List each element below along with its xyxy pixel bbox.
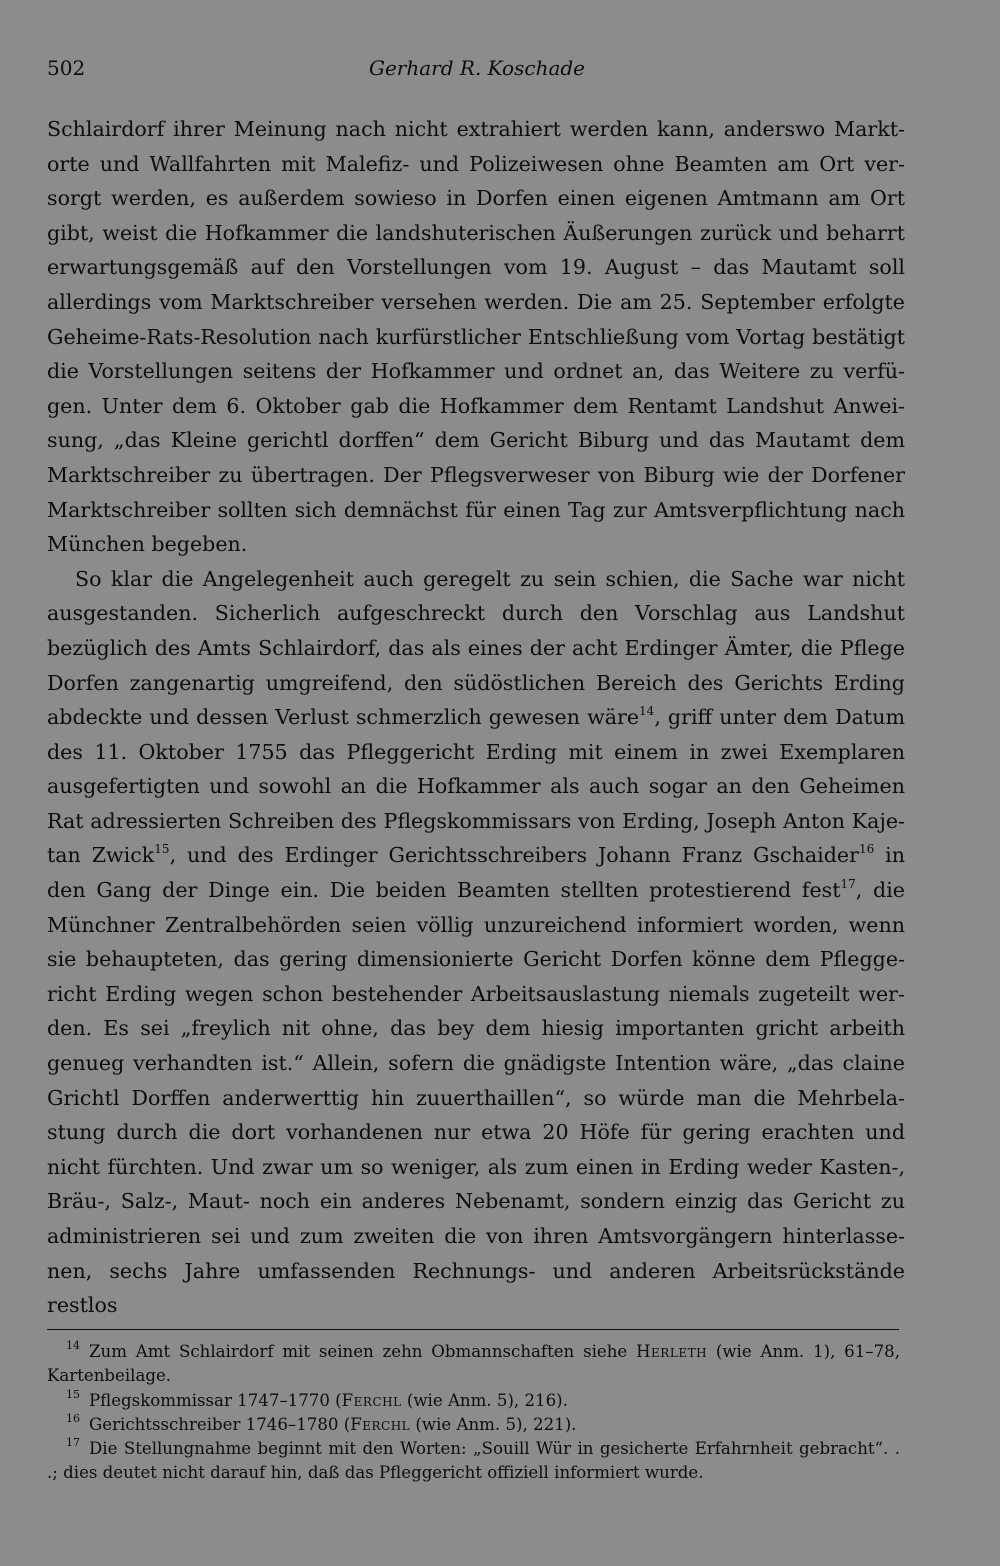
footnote-author: Herleth: [636, 1342, 708, 1361]
footnote-ref-15[interactable]: 15: [154, 842, 170, 857]
footnote-text: Pflegskommissar 1747–1770 (: [89, 1390, 342, 1410]
paragraph-2-part-b: , griff unter dem Datum des 11. Oktober 1755 das Pfleggericht Erding mit einem in zwei Exemplaren ausgefertigten und sowohl an die Hofkammer als auch sogar an den Geheimen Rat adressierten Schreiben des Pflegskommissars von Erding, Joseph Anton Kajetan Zwick: [47, 705, 905, 868]
footnote-number: 16: [66, 1411, 80, 1425]
page-header: [47, 50, 907, 84]
footnote-author: Ferchl: [341, 1390, 402, 1410]
paragraph-2-part-e: , die Münchner Zentralbehörden seien völlig unzureichend informiert worden, wenn sie behaupteten, das gering dimensionierte Gericht Dorfen könne dem Pfleggericht Erding wegen schon bestehender Arbeitsauslastung niemals zugeteilt werden. Es sei „freylich nit ohne, das bey dem hiesig importanten gricht arbeith genueg verhandten ist.“ Allein, sofern die gnädigste Intention wäre, „das claine Grichtl Dorffen anderwerttig hin zuuerthaillen“, so würde man die Mehrbelastung durch die dort vorhandenen nur etwa 20 Höfe für gering erachten und nicht fürchten. Und zwar um so weniger, als zum einen in Erding weder Kasten-, Bräu-, Salz-, Maut- noch ein anderes Nebenamt, sondern einzig das Gericht zu administrieren sei und zum zweiten die von ihren Amtsvorgängern hinterlassenen, sechs Jahre umfassenden Rechnungs- und anderen Arbeitsrückstände restlos: [47, 878, 905, 1318]
footnote-15: [47, 1389, 900, 1413]
footnote-17: [47, 1437, 900, 1486]
footnote-ref-16[interactable]: 16: [858, 842, 875, 857]
footnote-author: Ferchl: [350, 1414, 411, 1434]
footnote-number: 14: [66, 1339, 80, 1352]
footnote-text: (wie Anm. 1), 61–78, Kartenbeilage.: [47, 1342, 900, 1386]
footnote-text: Gerichtsschreiber 1746–1780 (: [89, 1414, 351, 1434]
paragraph-2: [47, 562, 905, 1323]
paragraph-1: Schlairdorf ihrer Meinung nach nicht extrahiert werden kann, anderswo Marktorte und Wallfahrten mit Malefiz- und Polizeiwesen ohne Beamten am Ort versorgt werden, es außerdem sowieso in Dorfen einen eigenen Amtmann am Ort gibt, weist die Hofkammer die landshuterischen Äußerungen zurück und beharrt erwartungsgemäß auf den Vorstellungen vom 19. August – das Mautamt soll allerdings vom Marktschreiber versehen werden. Die am 25. September erfolgte Geheime-Rats-Resolution nach kurfürstlicher Entschließung vom Vortag bestätigt die Vorstellungen seitens der Hofkammer und ordnet an, das Weitere zu verfügen. Unter dem 6. Oktober gab die Hofkammer dem Rentamt Landshut Anweisung, „das Kleine gerichtl dorffen“ dem Gericht Biburg und das Mautamt dem Marktschreiber zu übertragen. Der Pflegsverweser von Biburg wie der Dorfener Marktschreiber sollten sich demnächst für einen Tag zur Amtsverpflichtung nach München begeben.: [47, 117, 905, 557]
footnote-ref-17[interactable]: 17: [840, 877, 856, 892]
footnote-text: Die Stellungnahme beginnt mit den Worten: „Souill Wür in gesicherte Erfahrnheit gebracht“. . .; dies deutet nicht darauf hin, daß das Pfleggericht offiziell informiert wurde.: [47, 1439, 900, 1483]
footnote-divider: [47, 1329, 899, 1330]
footnote-ref-14[interactable]: 14: [639, 704, 655, 719]
footnote-text: Zum Amt Schlairdorf mit seinen zehn Obmannschaften siehe: [89, 1342, 637, 1361]
paragraph-2-part-c: , und des Erdinger Gerichtsschreibers Johann Franz Gschaider: [169, 843, 859, 868]
running-head: Gerhard R. Koschade: [368, 56, 586, 80]
page-number: 502: [47, 56, 86, 80]
footnote-text: (wie Anm. 5), 221).: [410, 1414, 577, 1434]
paragraph-2-part-d: in den Gang der Dinge ein. Die beiden Beamten stellten protestierend fest: [47, 843, 905, 903]
footnote-16: [47, 1413, 900, 1437]
footnote-text: (wie Anm. 5), 216).: [401, 1390, 568, 1410]
paragraph-2-part-a: So klar die Angelegenheit auch geregelt zu sein schien, die Sache war nicht ausgestanden. Sicherlich aufgeschreckt durch den Vorschlag aus Landshut bezüglich des Amts Schlairdorf, das als eines der acht Erdinger Ämter, die Pflege Dorfen zangenartig umgreifend, den südöstlichen Bereich des Gerichts Erding abdeckte und dessen Verlust schmerzlich gewesen wäre: [47, 566, 905, 730]
footnote-14: [47, 1340, 900, 1389]
footnote-number: 15: [66, 1387, 80, 1401]
footnote-number: 17: [66, 1436, 80, 1450]
body-text: [47, 112, 905, 1323]
footnotes: [47, 1340, 900, 1486]
